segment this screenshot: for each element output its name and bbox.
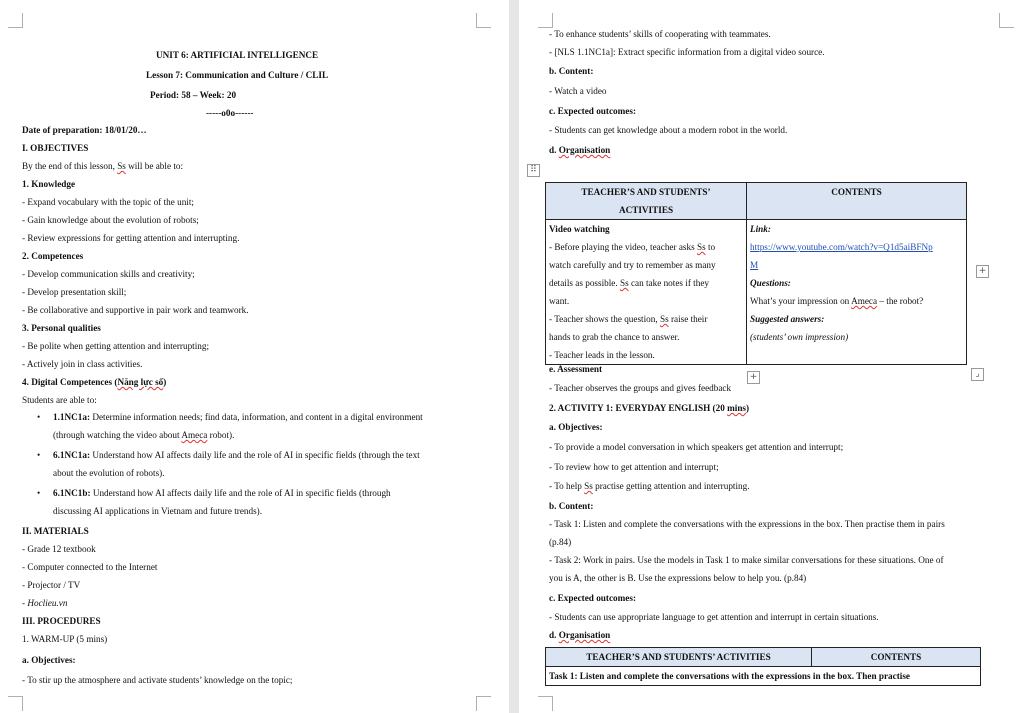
activity-1-heading: 2. ACTIVITY 1: EVERYDAY ENGLISH (20 mins) — [549, 403, 750, 413]
knowledge-item: - Gain knowledge about the evolution of robots; — [22, 215, 199, 225]
digital-bullet-2-cont: about the evolution of robots). — [53, 468, 165, 478]
objectives-heading: a. Objectives: — [549, 422, 603, 432]
task-1-line-cont: (p.84) — [549, 537, 572, 547]
organisation-heading: d. Organisation — [549, 630, 611, 640]
organisation-heading: d. Organisation — [549, 145, 611, 155]
digital-bullet-2: • 6.1NC1a: Understand how AI affects daily life and the role of AI in specific fields (through the text — [53, 450, 420, 461]
digital-bullet-1-cont: (through watching the video about Ameca robot). — [53, 430, 235, 440]
lesson-title: Lesson 7: Communication and Culture / CLIL — [146, 70, 329, 80]
crop-mark-bottom-left — [538, 696, 553, 711]
competence-item: - Develop communication skills and creativity; — [22, 269, 195, 279]
competence-item: - Develop presentation skill; — [22, 287, 127, 297]
add-row-plus-icon[interactable]: + — [747, 371, 760, 384]
personal-qualities-heading: 3. Personal qualities — [22, 323, 101, 333]
content-line: - Watch a video — [549, 86, 607, 96]
competences-heading: 2. Competences — [22, 251, 84, 261]
content-heading: b. Content: — [549, 501, 594, 511]
crop-mark-top-right — [476, 13, 491, 28]
activities-table-2 — [545, 647, 981, 686]
knowledge-item: - Expand vocabulary with the topic of the unit; — [22, 197, 194, 207]
digital-competences-heading: 4. Digital Competences (Năng lực số) — [22, 377, 167, 387]
digital-bullet-3-cont: discussing AI applications in Vietnam and future trends). — [53, 506, 263, 516]
objectives-heading: I. OBJECTIVES — [22, 143, 89, 153]
objective-line: - To enhance students’ skills of cooperating with teammates. — [549, 29, 771, 39]
expected-outcome-line: - Students can use appropriate language to get attention and interrupt in certain situations. — [549, 612, 879, 622]
material-item: - Projector / TV — [22, 580, 81, 590]
objective-line: - To help Ss practise getting attention and interrupting. — [549, 481, 750, 491]
material-item: - Grade 12 textbook — [22, 544, 96, 554]
table-header-row — [546, 648, 981, 667]
crop-mark-top-left — [8, 13, 23, 28]
contents-cell: Link: https://www.youtube.com/watch?v=Q1d5aiBFNp M Questions: What’s your impression on Ameca – the robot? Suggested answers: (students’ own impression) — [747, 220, 967, 365]
objective-line: - To review how to get attention and interrupt; — [549, 462, 719, 472]
warmup-heading: 1. WARM-UP (5 mins) — [22, 634, 108, 644]
intro-line: By the end of this lesson, Ss will be able to: — [22, 161, 184, 171]
assessment-heading: e. Assessment — [549, 364, 603, 374]
content-heading: b. Content: — [549, 66, 594, 76]
unit-title: UNIT 6: ARTIFICIAL INTELLIGENCE — [156, 50, 319, 60]
assessment-line: - Teacher observes the groups and gives feedback — [549, 383, 732, 393]
material-item: - Computer connected to the Internet — [22, 562, 158, 572]
table-header-contents: CONTENTS — [747, 183, 967, 220]
table-header-row — [546, 183, 967, 220]
date-of-preparation: Date of preparation: 18/01/20… — [22, 125, 147, 135]
period-line: Period: 58 – Week: 20 — [150, 90, 237, 100]
personal-item: - Be polite when getting attention and interrupting; — [22, 341, 210, 351]
crop-mark-bottom-left — [8, 696, 23, 711]
table-header-activities: TEACHER’S AND STUDENTS’ ACTIVITIES — [546, 183, 747, 220]
digital-bullet-3: • 6.1NC1b: Understand how AI affects daily life and the role of AI in specific fields (through — [53, 488, 391, 499]
knowledge-item: - Review expressions for getting attention and interrupting. — [22, 233, 240, 243]
objectives-subheading: a. Objectives: — [22, 655, 76, 665]
digital-bullet-1: • 1.1NC1a: Determine information needs; find data, information, and content in a digital environment — [53, 412, 423, 423]
competence-item: - Be collaborative and supportive in pair work and teamwork. — [22, 305, 249, 315]
materials-heading: II. MATERIALS — [22, 526, 89, 536]
objective-line: - [NLS 1.1NC1a]: Extract specific information from a digital video source. — [549, 47, 825, 57]
add-column-plus-icon[interactable]: + — [976, 265, 989, 278]
material-item: - Hoclieu.vn — [22, 598, 68, 608]
knowledge-heading: 1. Knowledge — [22, 179, 76, 189]
activities-table-1 — [545, 182, 967, 365]
activities-cell: Video watching - Before playing the video, teacher asks Ss to watch carefully and try to remember as many details as possible. Ss can take notes if they want. - Teacher shows the question, Ss raise their hands to grab the chance to answer. - Teacher leads in the lesson. — [546, 220, 747, 365]
document-page-right — [519, 0, 1033, 713]
objective-line: - To provide a model conversation in which speakers get attention and interrupt; — [549, 442, 844, 452]
expected-outcomes-heading: c. Expected outcomes: — [549, 106, 637, 116]
crop-mark-top-left — [538, 13, 553, 28]
table-row — [546, 220, 967, 365]
video-link-cont[interactable]: M — [750, 260, 759, 270]
students-able-line: Students are able to: — [22, 395, 97, 405]
document-page-left — [0, 0, 509, 713]
task-1-row: Task 1: Listen and complete the conversations with the expressions in the box. Then practise — [546, 667, 981, 686]
expected-outcomes-heading: c. Expected outcomes: — [549, 593, 637, 603]
table-header-activities: TEACHER’S AND STUDENTS’ ACTIVITIES — [546, 648, 812, 667]
table-move-handle-icon[interactable]: ⠿ — [527, 164, 540, 177]
task-2-line: - Task 2: Work in pairs. Use the models in Task 1 to make similar conversations for these situations. One of — [549, 555, 944, 565]
crop-mark-top-right — [999, 13, 1014, 28]
table-resize-handle-icon[interactable]: ⌟ — [971, 368, 984, 381]
personal-item: - Actively join in class activities. — [22, 359, 143, 369]
crop-mark-bottom-right — [476, 696, 491, 711]
table-header-contents: CONTENTS — [812, 648, 981, 667]
video-link[interactable]: https://www.youtube.com/watch?v=Q1d5aiBFNp — [750, 242, 933, 252]
separator: -----o0o------ — [206, 108, 254, 118]
table-row — [546, 667, 981, 686]
warmup-objective: - To stir up the atmosphere and activate students’ knowledge on the topic; — [22, 675, 293, 685]
task-1-line: - Task 1: Listen and complete the conversations with the expressions in the box. Then practise them in pairs — [549, 519, 945, 529]
procedures-heading: III. PROCEDURES — [22, 616, 101, 626]
task-2-line-cont: you is A, the other is B. Use the expressions below to help you. (p.84) — [549, 573, 807, 583]
expected-outcome-line: - Students can get knowledge about a modern robot in the world. — [549, 125, 788, 135]
